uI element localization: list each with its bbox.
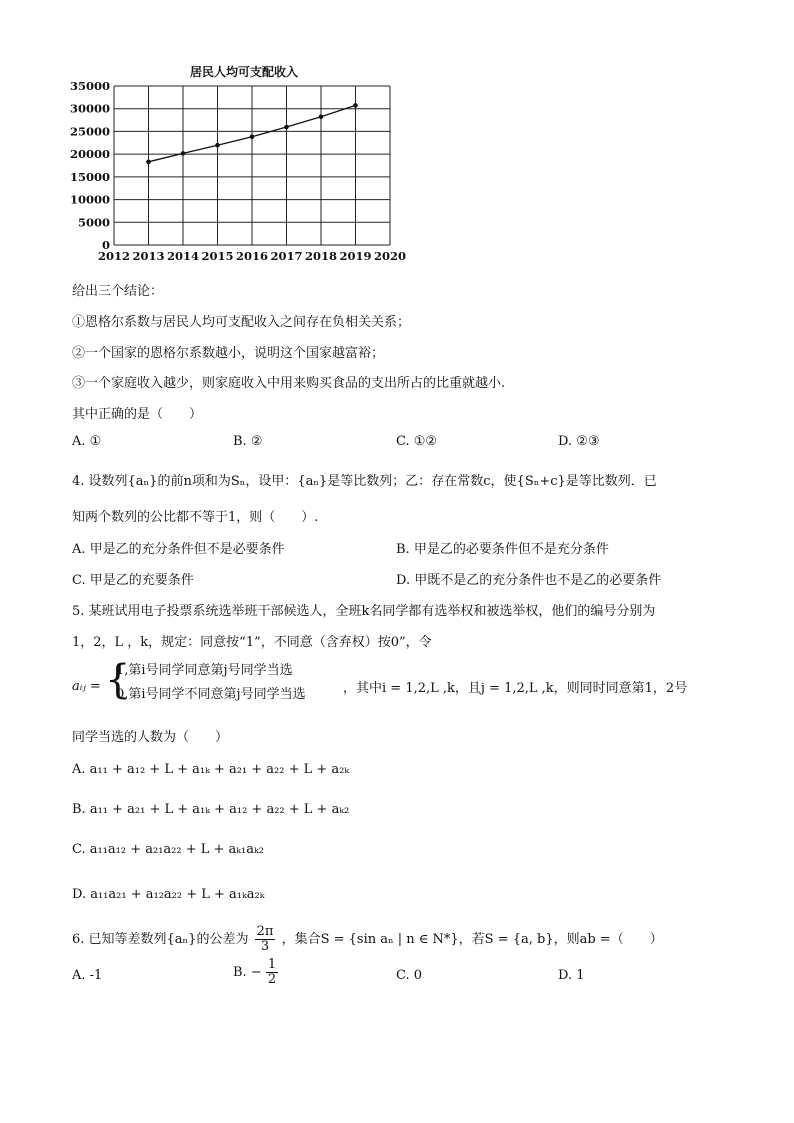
q4-stem-line2: 知两个数列的公比都不等于1，则（ ）.	[72, 510, 319, 525]
q6-fraction-num: 2π	[256, 924, 274, 939]
q4-option-b: B. 甲是乙的必要条件但不是充分条件	[396, 542, 609, 557]
y-tick-label: 35000	[69, 79, 110, 93]
x-tick-label: 2012	[97, 249, 131, 263]
intro-text: 给出三个结论：	[72, 284, 164, 299]
y-tick-label: 10000	[69, 192, 110, 207]
q6-option-c: C. 0	[396, 968, 423, 983]
q6-option-b-fraction	[266, 958, 278, 987]
y-tick-label: 0	[101, 238, 110, 252]
q6-stem	[72, 925, 663, 954]
data-point	[181, 151, 186, 156]
aij-lhs: aᵢⱼ =	[72, 679, 101, 694]
y-tick-label: 20000	[69, 147, 110, 162]
q3-option-a: A. ①	[72, 434, 102, 449]
q5-stem-line4: 同学当选的人数为（ ）	[72, 730, 229, 745]
q6-fraction	[255, 925, 276, 954]
q4-option-d: D. 甲既不是乙的充分条件也不是乙的必要条件	[396, 573, 662, 588]
x-tick-label: 2015	[201, 249, 234, 263]
conclusion-3: ③一个家庭收入越少，则家庭收入中用来购买食品的支出所占的比重就越小.	[72, 376, 506, 391]
q5-option-a: A. a₁₁ + a₁₂ + L + a₁ₖ + a₂₁ + a₂₂ + L + a₂ₖ	[72, 762, 350, 777]
aij-case-2: 0,第i号同学不同意第j号同学当选	[116, 687, 306, 702]
x-tick-label: 2016	[235, 249, 269, 263]
q6-option-b	[233, 958, 278, 987]
data-point	[353, 103, 358, 108]
q6-option-b-den: 2	[267, 972, 277, 987]
q5-stem-line2: 1，2，L ，k，规定：同意按“1”，不同意（含弃权）按0”，令	[72, 635, 432, 650]
aij-case-1: 1,第i号同学同意第j号同学当选	[116, 663, 293, 678]
q3-option-b: B. ②	[233, 434, 263, 449]
y-tick-label: 25000	[69, 124, 110, 139]
q6-fraction-den: 3	[260, 939, 270, 954]
conclusion-2: ②一个国家的恩格尔系数越小，说明这个国家越富裕；	[72, 346, 385, 361]
data-point	[250, 134, 255, 139]
data-point	[215, 143, 220, 148]
q5-option-b: B. a₁₁ + a₂₁ + L + a₁ₖ + a₁₂ + a₂₂ + L + aₖ₂	[72, 802, 350, 817]
q4-option-c: C. 甲是乙的充要条件	[72, 573, 194, 588]
q3-option-d: D. ②③	[558, 434, 600, 449]
data-point	[319, 114, 324, 119]
q6-stem-post: ，集合S = {sin aₙ | n ∈ N*}，若S = {a, b}，则ab =（ ）	[281, 932, 663, 947]
data-point	[146, 160, 151, 165]
q3-ask: 其中正确的是（ ）	[72, 407, 203, 422]
x-tick-label: 2020	[373, 249, 407, 263]
x-tick-label: 2019	[339, 249, 372, 263]
q6-option-a: A. -1	[72, 968, 103, 983]
q6-option-b-label: B. −	[233, 965, 262, 980]
q5-index-range: ，其中i = 1,2,L ,k，且j = 1,2,L ,k，则同时同意第1，2号	[343, 681, 688, 696]
x-tick-label: 2018	[304, 249, 338, 263]
income-line-chart	[60, 78, 410, 266]
q6-option-d: D. 1	[558, 968, 585, 983]
q5-stem-line1: 5. 某班试用电子投票系统选举班干部候选人，全班k名同学都有选举权和被选举权，他们的编号分别为	[72, 604, 656, 619]
x-tick-label: 2014	[166, 249, 200, 263]
y-tick-label: 5000	[77, 215, 110, 230]
q6-stem-pre: 6. 已知等差数列{aₙ}的公差为	[72, 932, 249, 947]
q5-option-c: C. a₁₁a₁₂ + a₂₁a₂₂ + L + aₖ₁aₖ₂	[72, 842, 264, 857]
conclusion-1: ①恩格尔系数与居民人均可支配收入之间存在负相关关系；	[72, 315, 411, 330]
x-tick-label: 2017	[270, 249, 303, 263]
y-tick-label: 30000	[69, 101, 110, 116]
left-brace: {	[105, 657, 131, 703]
q6-option-b-num: 1	[267, 957, 277, 972]
y-tick-label: 15000	[69, 169, 110, 184]
chart-title: 居民人均可支配收入	[190, 65, 299, 79]
q4-stem-line1: 4. 设数列{aₙ}的前n项和为Sₙ，设甲：{aₙ}是等比数列；乙：存在常数c，使{Sₙ+c}是等比数列．已	[72, 474, 657, 489]
q4-option-a: A. 甲是乙的充分条件但不是必要条件	[72, 542, 285, 557]
q3-option-c: C. ①②	[396, 434, 438, 449]
q5-option-d: D. a₁₁a₂₁ + a₁₂a₂₂ + L + a₁ₖa₂ₖ	[72, 887, 265, 902]
x-tick-label: 2013	[132, 249, 165, 263]
data-point	[284, 125, 289, 130]
